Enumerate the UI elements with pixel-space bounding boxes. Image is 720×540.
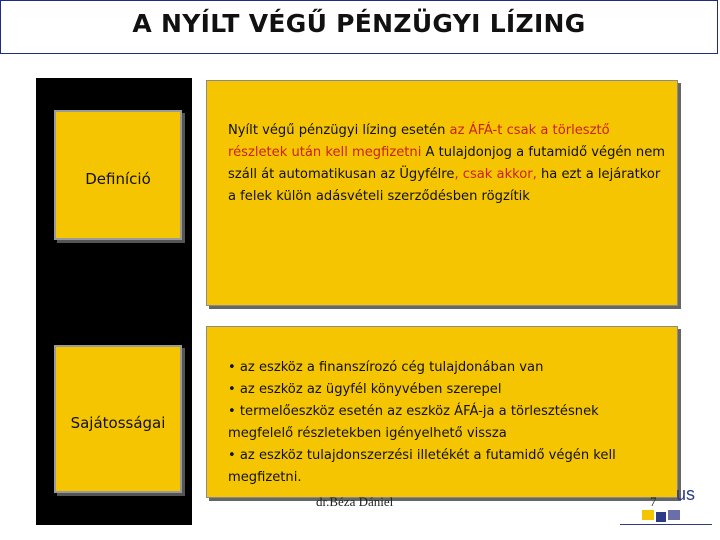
logo-mark-icon bbox=[642, 510, 682, 522]
slide-title: A NYÍLT VÉGŰ PÉNZÜGYI LÍZING bbox=[132, 9, 586, 38]
logo-divider bbox=[620, 524, 712, 525]
label-features-text: Sajátosságai bbox=[70, 414, 166, 432]
label-definition bbox=[54, 110, 182, 240]
definition-part-3: A tulajdonjog a futamidő végén nem száll át automatikusan az Ügyfélre bbox=[228, 145, 666, 182]
feature-item: • az eszköz az ügyfél könyvében szerepel bbox=[228, 382, 502, 397]
footer-author: dr.Béza Dániel bbox=[316, 494, 394, 509]
definition-text bbox=[228, 120, 667, 208]
definition-part-2: az ÁFÁ-t csak a törlesztő részletek után kell megfizetni bbox=[228, 123, 610, 160]
page-number: 7 bbox=[650, 494, 657, 509]
label-features bbox=[54, 345, 182, 493]
label-definition-text: Definíció bbox=[85, 170, 151, 188]
features-box bbox=[206, 326, 678, 498]
title-bar bbox=[0, 0, 718, 54]
feature-item: • az eszköz tulajdonszerzési illetékét a futamidő végén kell megfizetni. bbox=[228, 448, 616, 485]
logo-text-fragment: us bbox=[676, 484, 696, 504]
feature-item: • termelőeszköz esetén az eszköz ÁFÁ-ja a törlesztésnek megfelelő részletekben igényelhető vissza bbox=[228, 404, 599, 441]
definition-part-4: , csak akkor, bbox=[454, 167, 537, 182]
definition-part-1: Nyílt végű pénzügyi lízing esetén bbox=[228, 123, 450, 138]
feature-item: • az eszköz a finanszírozó cég tulajdonában van bbox=[228, 360, 544, 375]
definition-part-5: ha ezt a lejáratkor a felek külön adásvételi szerződésben rögzítik bbox=[228, 167, 661, 204]
definition-box bbox=[206, 80, 678, 306]
